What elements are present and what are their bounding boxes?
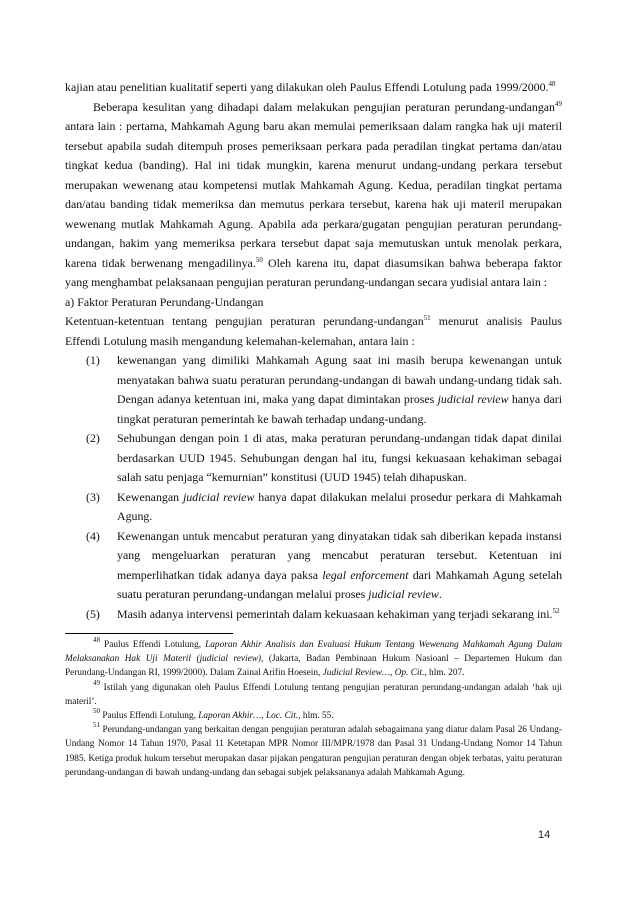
list-item [65, 527, 562, 605]
footnote-text: , (Jakarta, Badan Pembinaan Hukum Nasioanl – Departemen Hukum dan Perundang-Undangan RI, 1999/2000). Dalam Zainal Arifin Hoesein, [65, 654, 562, 679]
paragraph-2-text-b: antara lain : pertama, Mahkamah Agung baru akan memulai pemeriksaan dalam rangka hak uji materil tersebut apabila sudah ditempuh proses pemeriksaan perkara pada peradilan tingkat pertama dan/atau tingkat kedua (banding). Hal ini tidak mungkin, karena menurut undang-undang perkara tersebut merupakan wewenang atau kompetensi mutlak Mahkamah Agung. Kedua, peradilan tingkat pertama dan/atau banding tidak memeriksa dan memutus perkara tersebut, karena hak uji materil merupakan wewenang mutlak Mahkamah Agung. Apabila ada perkara/gugatan pengujian peraturan perundang-undangan, hakim yang memeriksa perkara tersebut dapat saja memutuskan untuk menolak perkara, karena tidak berwenang mengadilinya. [65, 119, 562, 270]
footnote-ref-49: 49 [555, 99, 562, 108]
list-item-text: Kewenangan untuk mencabut peraturan yang dinyatakan tidak sah diberikan kepada instansi yang mengeluarkan peraturan yang mencabut peraturan tersebut. Ketentuan ini memperlihatkan tidak adanya daya paksa [117, 528, 562, 582]
footnote-text: Perundang-undangan yang berkaitan dengan pengujian peraturan adalah sebagaimana yang diatur dalam Pasal 26 Undang-Undang Nomor 14 Tahun 1970, Pasal 11 Ketetapan MPR Nomor III/MPR/1978 dan Pasal 31 Undang-Undang Nomor 14 Tahun 1985. Ketiga produk hukum tersebut merupakan dasar pijakan pengaturan pengujian peraturan dengan objek terbatas, yaitu peraturan perundang-undangan di bawah undang-undang dan sebagai subjek pelaksananya adalah Mahkamah Agung. [65, 725, 562, 778]
paragraph-3-text-b: menurut analisis Paulus Effendi Lotulung masih mengandung kelemahan-kelemahan, antara lain : [65, 314, 562, 348]
footnote-ref-51: 51 [423, 314, 431, 322]
paragraph-2-text-c: Oleh karena itu, dapat diasumsikan bahwa beberapa faktor yang menghambat pelaksanaan pengujian peraturan perundang-undangan secara yudisial antara lain : [65, 255, 562, 289]
paragraph-2 [65, 98, 562, 293]
footnote-italic: Laporan Akhir…, Loc. Cit. [198, 711, 299, 722]
footnote-text: Paulus Effendi Lotulung, [100, 711, 199, 722]
list-item-number: (5) [86, 606, 100, 621]
footnote-text: , hlm. 55. [298, 711, 334, 722]
paragraph-1-text: kajian atau penelitian kualitatif seperti yang dilakukan oleh Paulus Effendi Lotulung pada 1999/2000. [65, 80, 549, 94]
footnote-text: Paulus Effendi Lotulung, [100, 640, 206, 650]
list-item-text: Masih adanya intervensi pemerintah dalam kekuasaan kehakiman yang terjadi sekarang ini. [117, 606, 553, 621]
paragraph-3 [65, 312, 562, 351]
paragraph-1 [65, 78, 562, 98]
body-text [65, 78, 562, 624]
list-item-number: (3) [86, 489, 100, 504]
paragraph-2-text-a: Beberapa kesulitan yang dihadapi dalam melakukan pengujian peraturan perundang-undangan [93, 99, 555, 114]
footnote-text: Istilah yang digunakan oleh Paulus Effendi Lotulung tentang pengujian peraturan perundang-undangan adalah ‘hak uji materil’. [65, 682, 562, 707]
list-item-number: (2) [86, 431, 100, 445]
footnotes [65, 638, 562, 780]
footnote-italic: Judicial Review…, Op. Cit. [322, 668, 425, 679]
footnote-number: 50 [93, 707, 100, 716]
footnote-italic: Laporan Akhir Analisis dan Evaluasi Hukum Tentang Wewenang Mahkamah Agung Dalam Melaksanakan Hak Uji Materil (judicial review) [65, 640, 562, 665]
footnote-49 [65, 678, 562, 709]
footnote-divider [65, 633, 233, 634]
weakness-list [65, 351, 562, 624]
footnote-ref-50: 50 [255, 255, 263, 264]
footnote-number: 48 [93, 636, 100, 644]
list-item-italic: judicial review [437, 392, 509, 406]
list-item-text: hanya dapat dilakukan melalui prosedur perkara di Mahkamah Agung. [117, 489, 562, 523]
list-item-italic: judicial review [182, 489, 255, 504]
paragraph-3-text-a: Ketentuan-ketentuan tentang pengujian peraturan perundang-undangan [65, 314, 424, 328]
list-item-number: (1) [86, 353, 100, 367]
footnote-48 [65, 638, 562, 681]
footnote-number: 49 [93, 678, 100, 687]
footnote-ref-52: 52 [552, 606, 560, 615]
footnote-50 [65, 709, 562, 723]
page-number: 14 [538, 829, 551, 841]
footnote-ref-48: 48 [548, 80, 556, 88]
list-item-text: hanya dari tingkat peraturan pemerintah ke bawah terhadap undang-undang. [117, 392, 562, 426]
list-item [65, 351, 562, 429]
list-item-text: kewenangan yang dimiliki Mahkamah Agung saat ini masih berupa kewenangan untuk menyatakan bahwa suatu peraturan perundang-undangan di bawah undang-undang tidak sah. Dengan adanya ketentuan ini, maka yang dapat dimintakan proses [117, 353, 562, 406]
section-heading-a: a) Faktor Peraturan Perundang-Undangan [65, 294, 264, 309]
list-item-text: dari Mahkamah Agung setelah suatu peraturan perundang-undangan melalui proses [117, 567, 563, 601]
list-item [65, 488, 562, 527]
list-item-text: . [438, 587, 442, 601]
footnote-text: , hlm. 207. [424, 668, 465, 679]
list-item [65, 605, 562, 625]
list-item [65, 429, 562, 488]
footnote-number: 51 [93, 721, 100, 730]
list-item-italic: legal enforcement [322, 567, 409, 582]
list-item-text: Kewenangan [117, 489, 183, 504]
list-item-number: (4) [86, 528, 100, 543]
list-item-italic: judicial review [368, 587, 439, 601]
footnote-51 [65, 723, 562, 780]
document-page [65, 78, 562, 780]
list-item-text: Sehubungan dengan poin 1 di atas, maka peraturan perundang-undangan tidak dapat dinilai berdasarkan UUD 1945. Sehubungan dengan hal itu, fungsi kekuasaan kehakiman sebagai salah satu penjaga “kemurnian” konstitusi (UUD 1945) telah dihapuskan. [117, 431, 562, 484]
